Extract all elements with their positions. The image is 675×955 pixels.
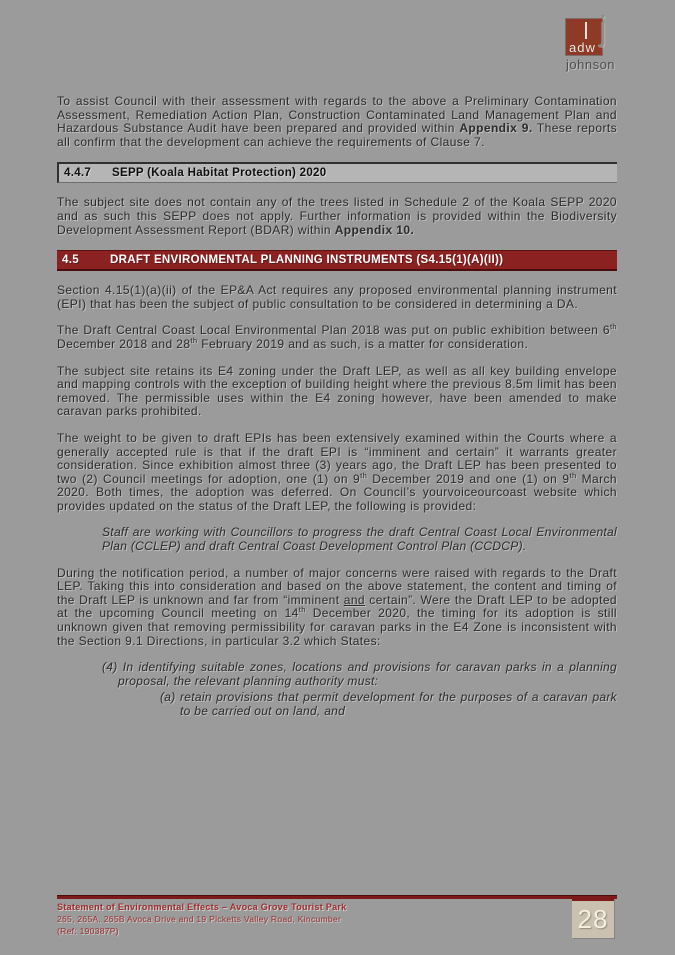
page-number-box	[572, 898, 614, 938]
adw-logo-square	[566, 10, 607, 55]
section-number-4-4-7: 4.4.7	[64, 167, 92, 180]
page-footer	[57, 895, 617, 936]
paragraph-e4-zoning: The subject site retains its E4 zoning under the Draft LEP, as well as all key building envelope and mapping controls with the exception of building height where the previous 8.5m limit has been removed. The permissible uses within the E4 zoning however, have been amended to make caravan parks prohibited.	[57, 363, 617, 419]
paragraph-contamination-reports: To assist Council with their assessment with regards to the above a Preliminary Contamination Assessment, Remediation Action Plan, Construction Contaminated Land Management Plan and Hazardous Substance Audit have been prepared and provided within Appendix 9. These reports all confirm that the development can achieve the requirements of Clause 7.	[57, 94, 617, 149]
quote-council-statement: Staff are working with Councillors to progress the draft Central Coast Local Environmental Plan (CCLEP) and draft Central Coast Development Control Plan (CCDCP).	[102, 525, 617, 554]
logo-johnson-text: johnson	[566, 57, 616, 72]
logo-adw-text: adw	[569, 40, 596, 55]
quote-direction-3-2: (4) In identifying suitable zones, locations and provisions for caravan parks in a planning proposal, the relevant planning authority must:	[102, 660, 617, 688]
quote-direction-3-2-a: (a) retain provisions that permit development for the purposes of a caravan park to be carried out on land, and	[160, 690, 617, 718]
logo-d-ascender	[585, 22, 587, 39]
paragraph-epa-act: Section 4.15(1)(a)(ii) of the EP&A Act requires any proposed environmental planning instrument (EPI) that has been the subject of public consultation to be considered in determining a DA.	[57, 283, 617, 311]
paragraph-koala-sepp: The subject site does not contain any of the trees listed in Schedule 2 of the Koala SEPP 2020 and as such this SEPP does not apply. Further information is provided within the Biodiversity Development Assessment Report (BDAR) within Appendix 10.	[57, 195, 617, 237]
company-logo	[566, 10, 620, 72]
paragraph-draft-lep-exhibition: The Draft Central Coast Local Environmental Plan 2018 was put on public exhibition between 6th December 2018 and 28th February 2019 and as such, is a matter for consideration.	[57, 322, 617, 351]
footer-ref: (Ref: 190387P)	[57, 926, 119, 936]
document-content	[57, 95, 617, 732]
page-number: 28	[577, 904, 609, 934]
paragraph-draft-epi-weight: The weight to be given to draft EPIs has been extensively examined within the Courts where a generally accepted rule is that if the draft EPI is “imminent and certain” it warrants greater consideration. Since exhibition almost three (3) years ago, the Draft LEP has been presented to two (2) Council meetings for adoption, one (1) on 9th December 2019 and one (1) on 9th March 2020. Both times, the adoption was deferred. On Council’s yourvoiceourcoast website which provides updated on the status of the Draft LEP, the following is provided:	[57, 430, 618, 513]
section-heading-4-5	[57, 250, 617, 271]
footer-address: 265, 265A, 265B Avoca Drive and 19 Picketts Valley Road, Kincumber	[57, 914, 342, 924]
section-number-4-5: 4.5	[62, 254, 79, 267]
footer-rule	[57, 895, 617, 899]
logo-j-glyph: j	[599, 10, 607, 48]
paragraph-notification-period: During the notification period, a number of major concerns were raised with regards to the Draft LEP. Taking this into consideration and based on the above statement, the content and timing of the Draft LEP is unknown and far from “imminent and certain”. Were the Draft LEP to be adopted at the upcoming Council meeting on 14th December 2020, the timing for its adoption is still unknown given that removing permissibility for caravan parks in the E4 Zone is inconsistent with the Section 9.1 Directions, in particular 3.2 which States:	[57, 565, 617, 648]
footer-document-title: Statement of Environmental Effects – Avoca Grove Tourist Park	[57, 902, 347, 912]
section-title-4-5: DRAFT ENVIRONMENTAL PLANNING INSTRUMENTS (S4.15(1)(A)(II))	[110, 254, 504, 267]
section-heading-4-4-7	[57, 162, 617, 183]
section-title-4-4-7: SEPP (Koala Habitat Protection) 2020	[112, 167, 327, 180]
